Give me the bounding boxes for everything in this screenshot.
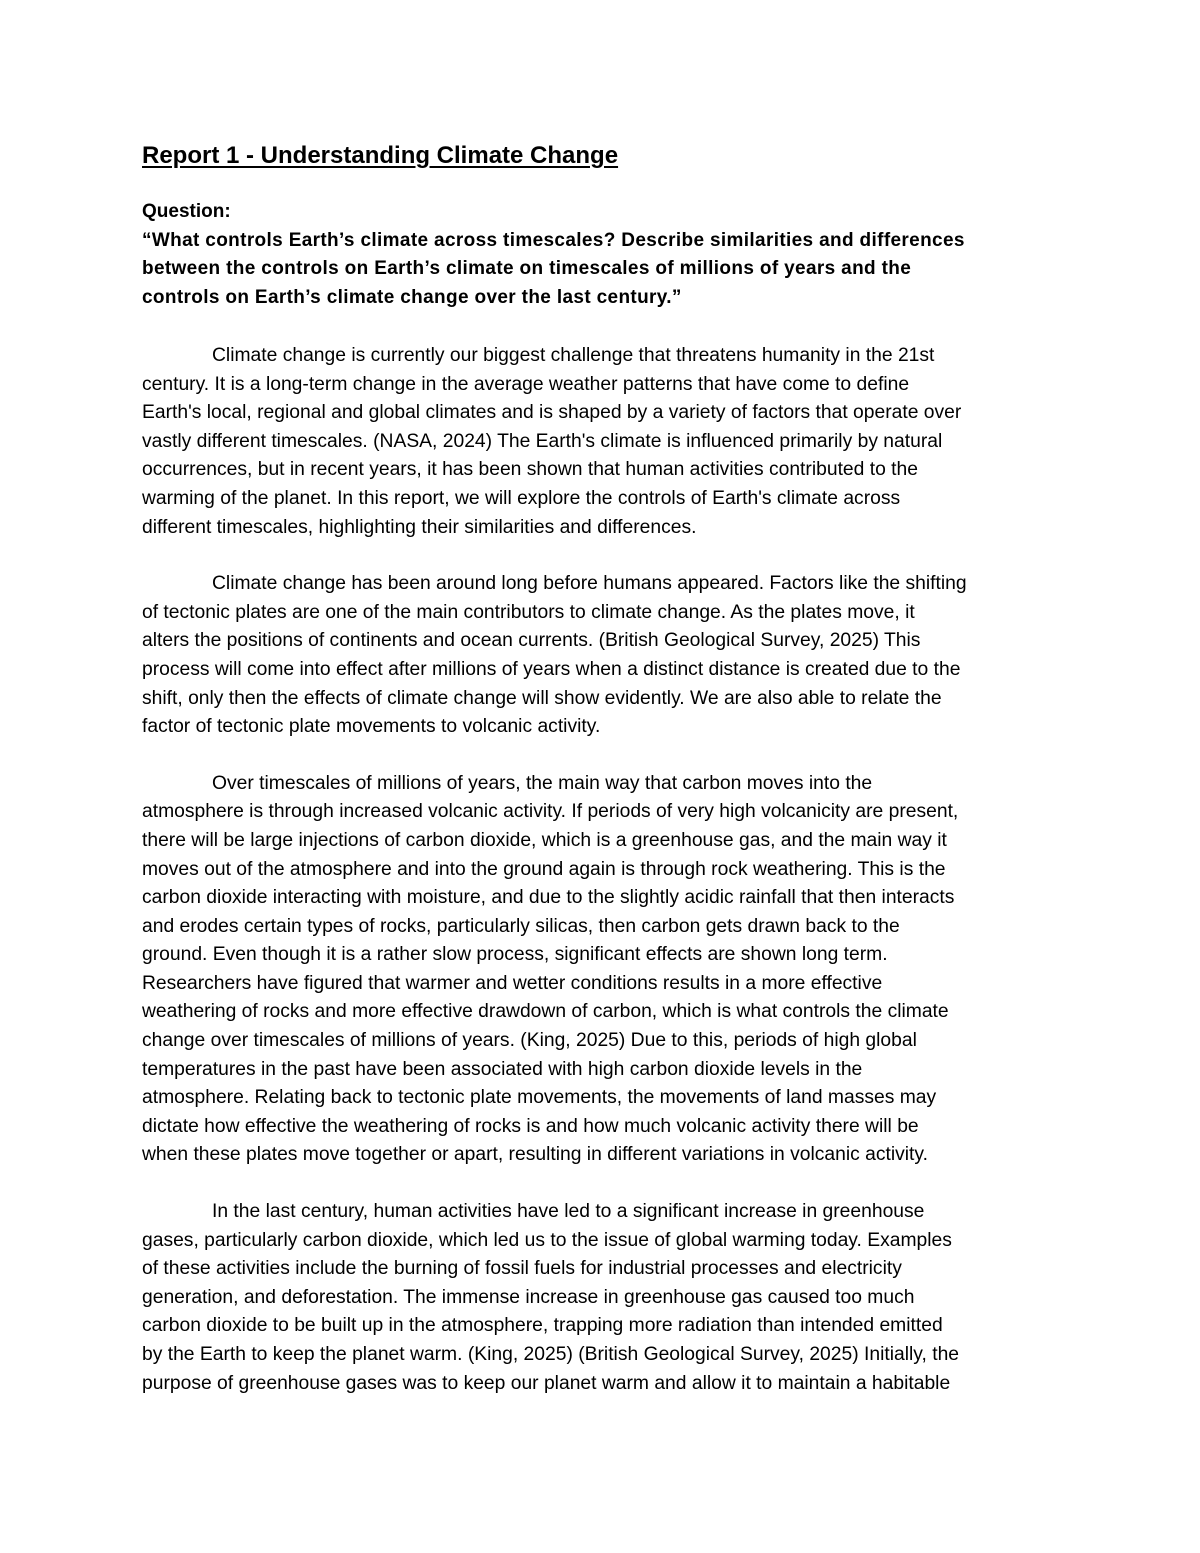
question-text <box>142 227 1062 313</box>
paragraph-line: atmosphere is through increased volcanic activity. If periods of very high volcanicity are present, <box>142 801 959 823</box>
paragraph-line: dictate how effective the weathering of rocks is and how much volcanic activity there will be <box>142 1115 919 1137</box>
paragraph-line: shift, only then the effects of climate change will show evidently. We are also able to relate the <box>142 687 942 709</box>
paragraph-line: moves out of the atmosphere and into the ground again is through rock weathering. This is the <box>142 858 946 880</box>
paragraph-line: Climate change has been around long before humans appeared. Factors like the shifting <box>212 573 967 595</box>
paragraph-line: of these activities include the burning of fossil fuels for industrial processes and electricity <box>142 1258 902 1280</box>
paragraph-line: occurrences, but in recent years, it has been shown that human activities contributed to the <box>142 459 918 481</box>
paragraph-line: In the last century, human activities have led to a significant increase in greenhouse <box>212 1201 925 1223</box>
paragraph-line: and erodes certain types of rocks, particularly silicas, then carbon gets drawn back to the <box>142 915 900 937</box>
question-line: controls on Earth’s climate change over the last century.” <box>142 286 682 308</box>
paragraph-line: of tectonic plates are one of the main contributors to climate change. As the plates move, it <box>142 601 915 623</box>
question-line: between the controls on Earth’s climate on timescales of millions of years and the <box>142 258 912 279</box>
question-label: Question: <box>142 201 231 222</box>
paragraph-line: temperatures in the past have been associated with high carbon dioxide levels in the <box>142 1058 863 1080</box>
question-line: “What controls Earth’s climate across timescales? Describe similarities and differences <box>142 229 965 251</box>
paragraph-line: there will be large injections of carbon dioxide, which is a greenhouse gas, and the main way it <box>142 829 947 851</box>
document-body <box>142 140 1062 1398</box>
paragraph-line: purpose of greenhouse gases was to keep our planet warm and allow it to maintain a habitable <box>142 1372 951 1394</box>
paragraph-introduction <box>142 342 1062 542</box>
paragraph-line: carbon dioxide interacting with moisture, and due to the slightly acidic rainfall that then interacts <box>142 887 955 909</box>
paragraph-line: change over timescales of millions of years. (King, 2025) Due to this, periods of high global <box>142 1030 917 1052</box>
paragraph-line: century. It is a long-term change in the average weather patterns that have come to define <box>142 373 910 395</box>
paragraph-line: Earth's local, regional and global climates and is shaped by a variety of factors that operate over <box>142 402 962 424</box>
paragraph-last-century <box>142 1198 1062 1398</box>
paragraph-carbon-cycle <box>142 770 1062 1170</box>
paragraph-line: warming of the planet. In this report, we will explore the controls of Earth's climate across <box>142 487 901 509</box>
paragraph-line: process will come into effect after millions of years when a distinct distance is created due to the <box>142 658 961 680</box>
paragraph-line: different timescales, highlighting their similarities and differences. <box>142 516 697 538</box>
paragraph-line: when these plates move together or apart, resulting in different variations in volcanic activity. <box>142 1144 928 1166</box>
paragraph-line: generation, and deforestation. The immense increase in greenhouse gas caused too much <box>142 1286 915 1308</box>
paragraph-line: carbon dioxide to be built up in the atmosphere, trapping more radiation than intended emitted <box>142 1315 943 1337</box>
paragraph-line: by the Earth to keep the planet warm. (King, 2025) (British Geological Survey, 2025) Initially, the <box>142 1344 960 1365</box>
paragraph-line: ground. Even though it is a rather slow process, significant effects are shown long term. <box>142 944 888 966</box>
paragraph-line: factor of tectonic plate movements to volcanic activity. <box>142 716 601 738</box>
paragraph-line: Researchers have figured that warmer and wetter conditions results in a more effective <box>142 972 883 994</box>
paragraph-line: vastly different timescales. (NASA, 2024) The Earth's climate is influenced primarily by natural <box>142 430 943 452</box>
paragraph-line: gases, particularly carbon dioxide, which led us to the issue of global warming today. Examples <box>142 1229 952 1251</box>
paragraph-tectonic-plates <box>142 570 1062 742</box>
paragraph-line: Climate change is currently our biggest challenge that threatens humanity in the 21st <box>212 345 935 366</box>
report-title: Report 1 - Understanding Climate Change <box>142 142 619 169</box>
paragraph-line: alters the positions of continents and ocean currents. (British Geological Survey, 2025) This <box>142 630 921 652</box>
paragraph-line: Over timescales of millions of years, the main way that carbon moves into the <box>212 772 873 794</box>
paragraph-line: atmosphere. Relating back to tectonic plate movements, the movements of land masses may <box>142 1087 937 1109</box>
paragraph-line: weathering of rocks and more effective drawdown of carbon, which is what controls the climate <box>142 1001 949 1023</box>
